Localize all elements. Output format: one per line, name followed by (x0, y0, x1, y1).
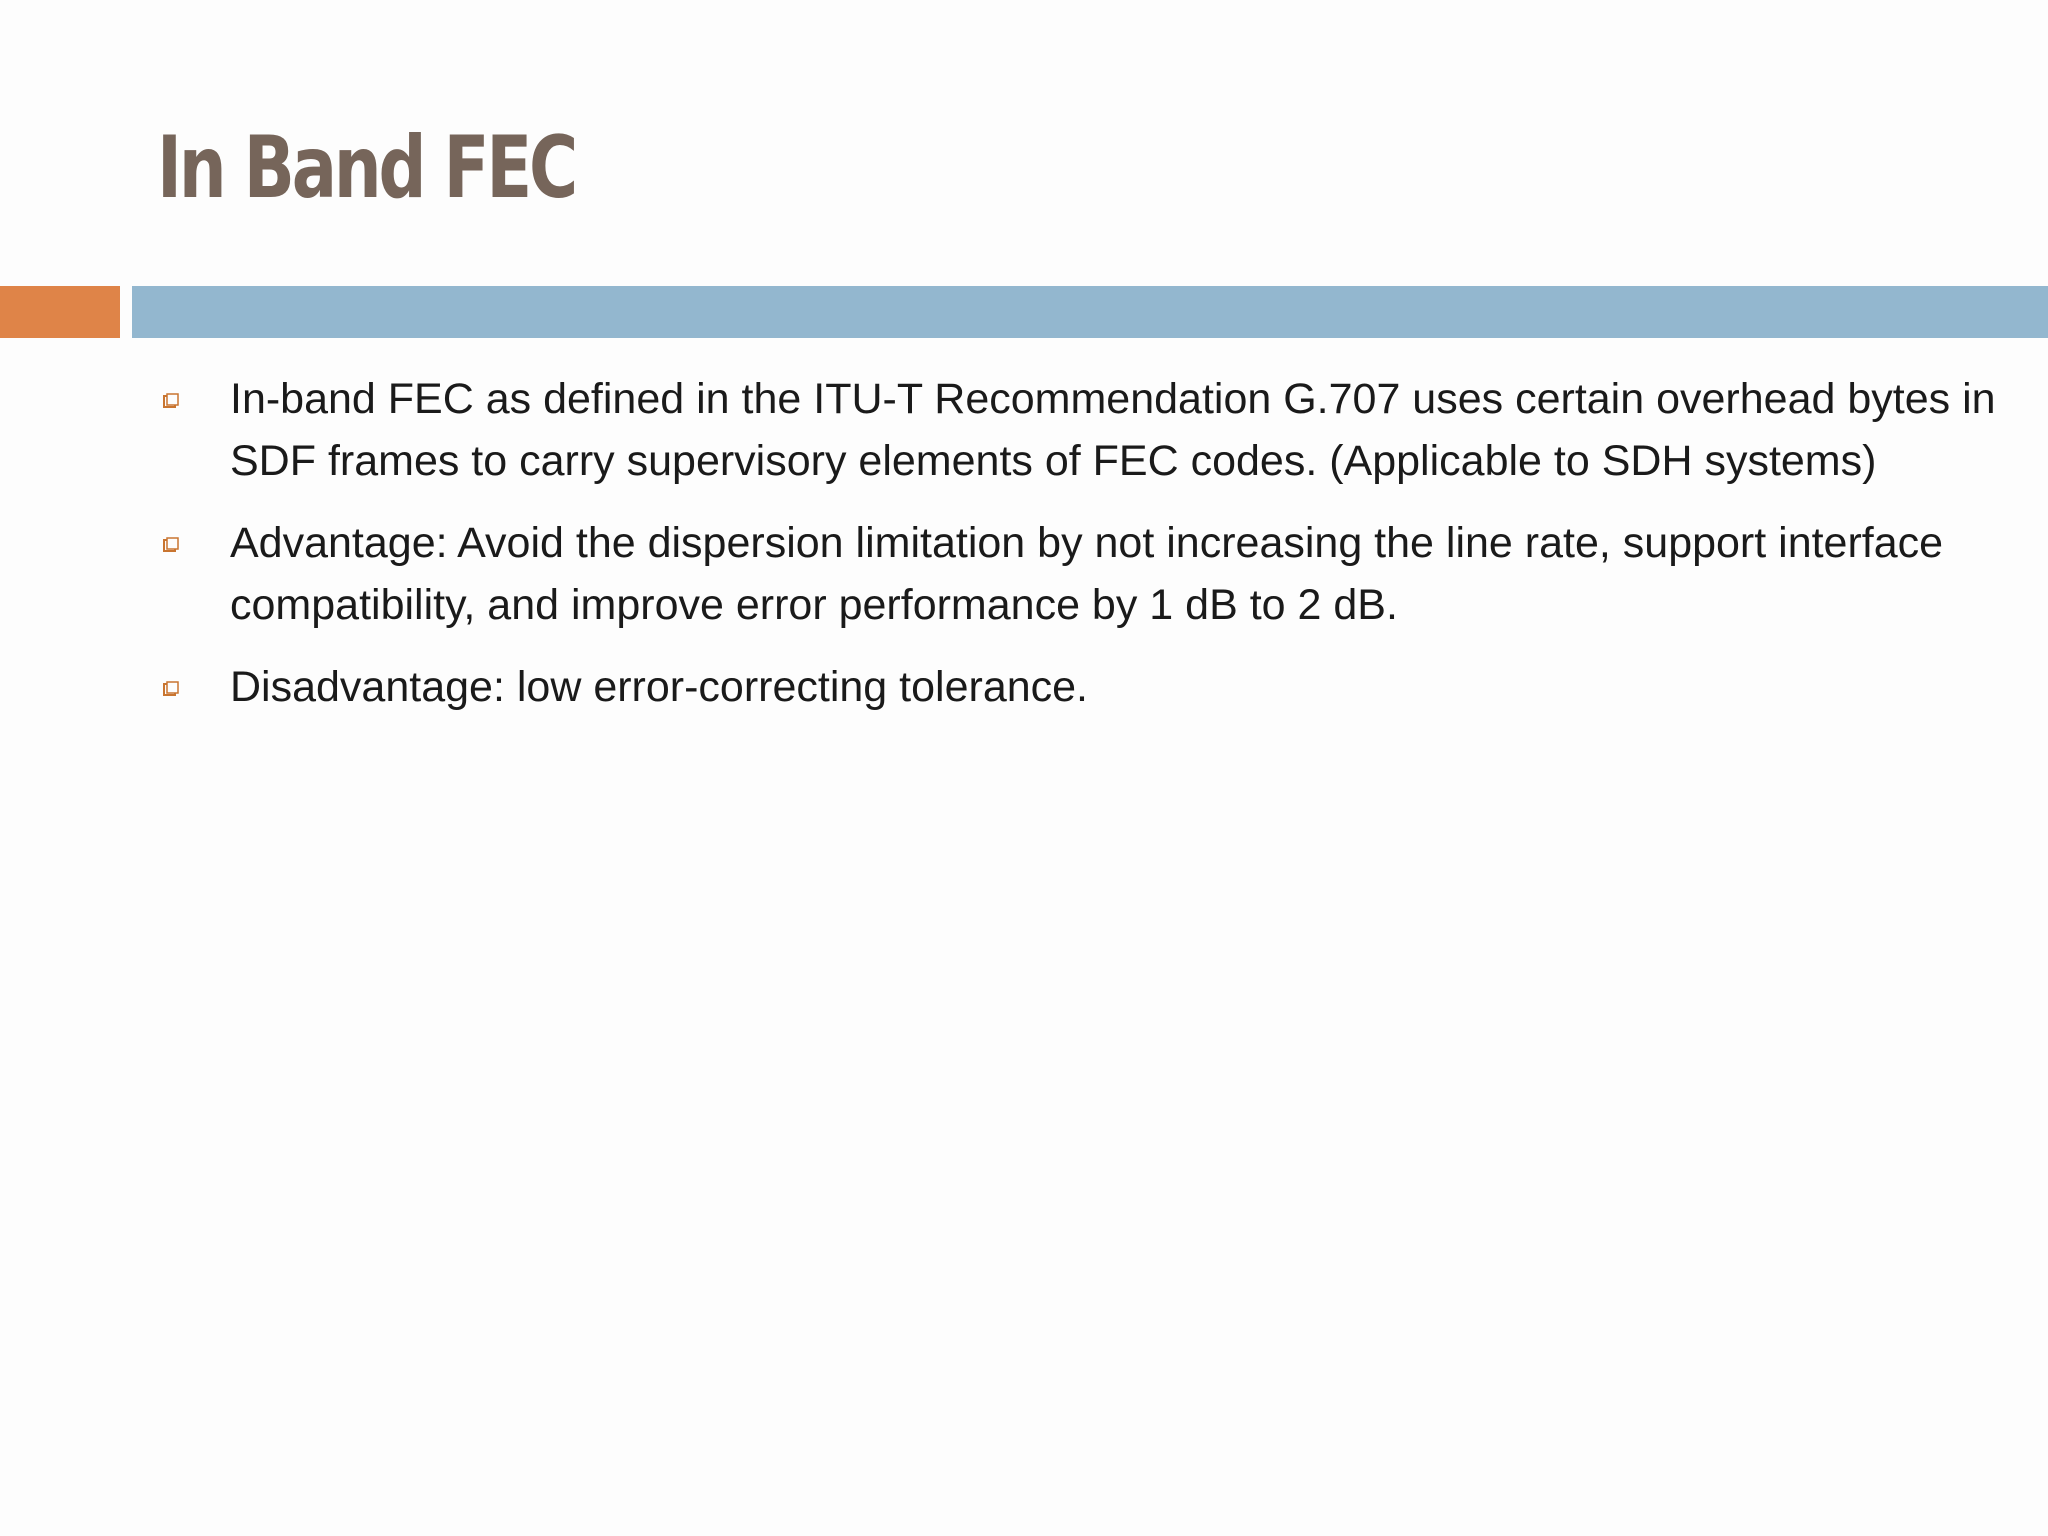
bullet-item (157, 656, 1997, 718)
bullet-list (157, 368, 1997, 738)
slide-title: In Band FEC (157, 118, 576, 218)
hollow-square-bullet-icon (163, 681, 179, 697)
bullet-text: Advantage: Avoid the dispersion limitation by not increasing the line rate, support interface compatibility, and improve error performance by 1 dB to 2 dB. (230, 519, 1944, 629)
bullet-item (157, 512, 1997, 636)
accent-bar-orange (0, 286, 120, 338)
hollow-square-bullet-icon (163, 393, 179, 409)
accent-bar-blue (132, 286, 2048, 338)
hollow-square-bullet-icon (163, 537, 179, 553)
bullet-text: In-band FEC as defined in the ITU-T Recommendation G.707 uses certain overhead bytes in SDF frames to carry supervisory elements of FEC codes. (Applicable to SDH systems) (230, 375, 1996, 485)
bullet-text: Disadvantage: low error-correcting tolerance. (230, 663, 1089, 711)
bullet-item (157, 368, 1997, 492)
